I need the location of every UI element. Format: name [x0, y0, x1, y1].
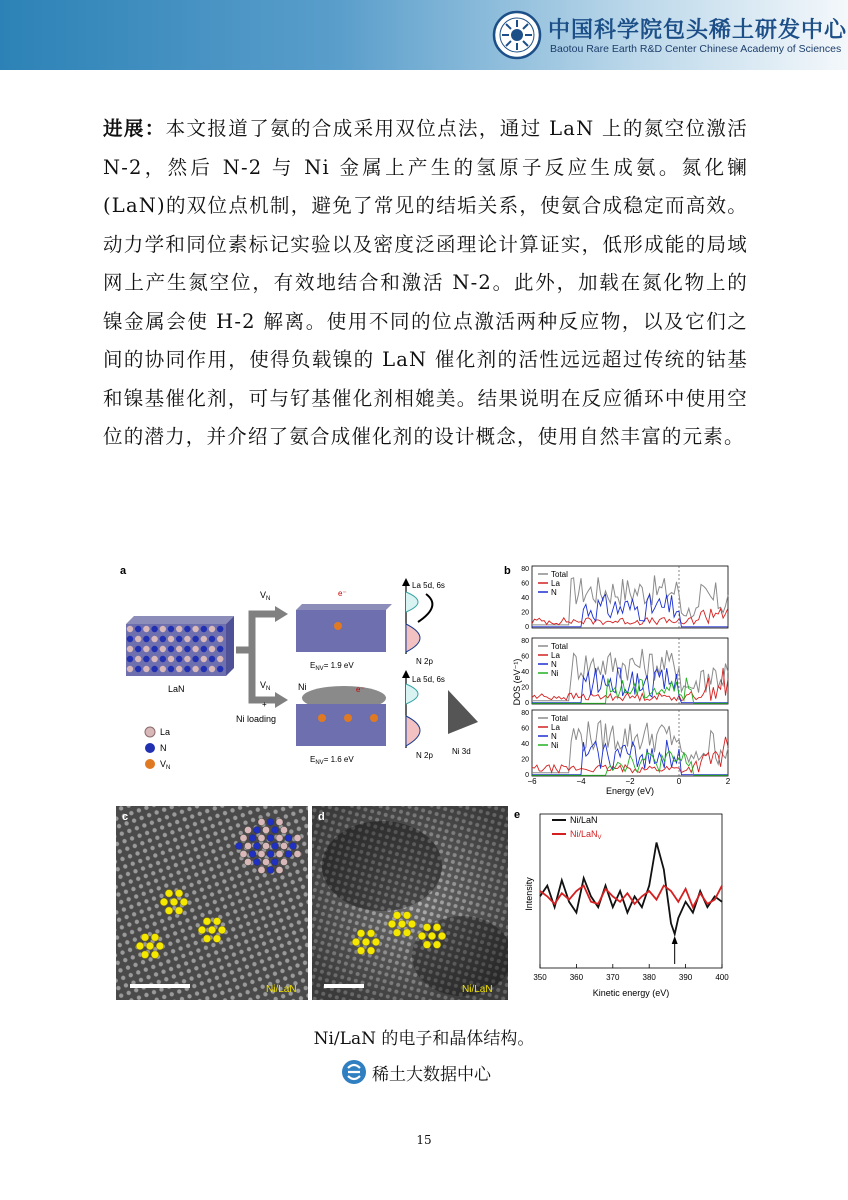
atom — [192, 636, 198, 642]
atom — [143, 636, 149, 642]
ni-atom — [156, 942, 164, 950]
atom — [151, 646, 157, 652]
ni-atom — [141, 951, 149, 959]
x-tick-label: 380 — [642, 973, 656, 982]
dos-ytick: 80 — [521, 566, 529, 573]
ni-atom — [438, 932, 446, 940]
model-atom — [289, 842, 296, 849]
atom — [168, 626, 174, 632]
lead-label: 进展： — [103, 117, 166, 140]
dos-ytick: 60 — [521, 580, 529, 588]
atom — [135, 656, 141, 662]
dos-ytick: 60 — [521, 653, 529, 661]
dos-legend-label: N — [551, 588, 557, 597]
atom — [184, 646, 190, 652]
atom — [184, 666, 190, 672]
dos-legend-label: Total — [551, 570, 568, 579]
atom — [127, 626, 133, 632]
model-atom — [285, 834, 292, 841]
dos-series-total — [532, 649, 728, 701]
atom — [160, 656, 166, 662]
ni-atom — [180, 898, 188, 906]
ni-atom — [352, 938, 360, 946]
env-top: $E_{NV}= 1.9$ eV — [310, 661, 354, 672]
body-paragraph — [103, 110, 748, 457]
atom — [143, 646, 149, 652]
ni-atom — [388, 920, 396, 928]
model-atom — [258, 866, 265, 873]
ni-atom — [175, 907, 183, 915]
atom — [151, 626, 157, 632]
atom — [192, 666, 198, 672]
ni-atom — [403, 912, 411, 920]
band-diagram-top — [402, 578, 445, 666]
ni-atom — [198, 926, 206, 934]
ni-atom — [423, 941, 431, 949]
model-atom — [262, 826, 269, 833]
org-name-cn: 中国科学院包头稀土研发中心 — [548, 18, 848, 43]
x-tick-label: 390 — [678, 973, 693, 982]
model-atom — [267, 866, 274, 873]
model-atom — [267, 850, 274, 857]
ni-atom — [362, 938, 370, 946]
ni-atom — [160, 898, 168, 906]
model-atom — [276, 834, 283, 841]
dos-legend-label: Ni — [551, 669, 559, 678]
model-atom — [262, 842, 269, 849]
atom — [201, 666, 207, 672]
vn-top-label: $V_N$ — [260, 590, 271, 602]
ni-atom — [428, 932, 436, 940]
dos-legend-label: La — [551, 579, 560, 588]
vacancy-slab-bottom — [296, 682, 386, 746]
panel-a-label: a — [120, 565, 127, 577]
la5d-top: La 5d, 6s — [412, 581, 445, 590]
atom — [209, 666, 215, 672]
model-atom — [280, 842, 287, 849]
x-tick-label: 400 — [715, 973, 729, 982]
ni-atom — [408, 920, 416, 928]
legend-ni-lanv: Ni/LaN$_V$ — [570, 829, 602, 841]
electron-label-bottom: e⁻ — [356, 685, 365, 694]
atom — [201, 626, 207, 632]
cas-seal-icon — [492, 10, 542, 60]
atom — [127, 666, 133, 672]
legend-ni-lan: Ni/LaN — [570, 815, 598, 825]
atom — [184, 636, 190, 642]
atom — [176, 646, 182, 652]
model-atom — [276, 818, 283, 825]
panel-d-label: d — [318, 811, 325, 823]
model-atom — [244, 858, 251, 865]
atom — [217, 656, 223, 662]
atom — [201, 656, 207, 662]
page-header — [0, 0, 848, 70]
dos-ytick: 20 — [521, 609, 529, 617]
atom — [217, 666, 223, 672]
svg-text:N: N — [160, 743, 167, 753]
scale-bar — [130, 984, 190, 988]
model-atom — [244, 842, 251, 849]
atom — [192, 656, 198, 662]
dos-legend-label: N — [551, 732, 557, 741]
ni-atom — [218, 926, 226, 934]
figure-panel-c — [116, 806, 308, 1000]
x-tick-label: 370 — [606, 973, 620, 982]
ni-atom — [403, 929, 411, 937]
atom — [192, 626, 198, 632]
model-atom — [258, 850, 265, 857]
model-atom — [276, 850, 283, 857]
atom — [160, 646, 166, 652]
ni-atom — [433, 924, 441, 932]
dos-xtick: 0 — [676, 777, 682, 786]
dos-ytick: 80 — [521, 710, 529, 717]
atom — [184, 656, 190, 662]
panel-c-tag: Ni/LaN — [266, 984, 297, 995]
model-atom — [280, 858, 287, 865]
lan-label: LaN — [168, 684, 185, 694]
model-atom — [267, 834, 274, 841]
model-atom — [249, 850, 256, 857]
dos-ytick: 0 — [525, 772, 529, 779]
figure-caption: Ni/LaN 的电子和晶体结构。 — [313, 1029, 535, 1049]
model-atom — [253, 858, 260, 865]
atom — [217, 636, 223, 642]
ni-atom — [141, 934, 149, 942]
dos-ytick: 20 — [521, 756, 529, 764]
dos-xtick: −6 — [527, 777, 537, 786]
model-atom — [271, 858, 278, 865]
dos-ytick: 80 — [521, 638, 529, 645]
atom — [176, 636, 182, 642]
atom — [217, 626, 223, 632]
series-line-0 — [540, 843, 722, 935]
atom — [135, 646, 141, 652]
model-atom — [235, 842, 242, 849]
atom — [209, 646, 215, 652]
panel-d-tag: Ni/LaN — [462, 984, 493, 995]
ni-atom — [146, 942, 154, 950]
model-atom — [240, 850, 247, 857]
dos-legend-label: Total — [551, 642, 568, 651]
atom — [160, 666, 166, 672]
footer-logo — [340, 1058, 520, 1088]
ni3d-label: Ni 3d — [452, 747, 471, 756]
dos-ytick: 20 — [521, 684, 529, 692]
ni-label: Ni — [298, 682, 307, 692]
ni-atom — [423, 924, 431, 932]
atom — [192, 646, 198, 652]
n2p-top: N 2p — [416, 657, 433, 666]
n2p-bottom: N 2p — [416, 751, 433, 760]
body-text: 本文报道了氨的合成采用双位点法，通过 LaN 上的氮空位激活 N-2，然后 N-2 与 Ni 金属上产生的氢原子反应生成氨。氮化镧(LaN)的双位点机制，避免了常见的结垢关系，使氨合成稳定而高效。动力学和同位素标记实验以及密度泛函理论计算证实，低形成能的局域网上产生氮空位，有效地结合和激活 N-2。此外，加载在氮化物上的镍金属会使 H-2 解离。使用不同的位点激活两种反应物，以及它们之间的协同作用，使得负载镍的 LaN 催化剂的活性远远超过传统的钴基和镍基催化剂，可与钌基催化剂相媲美。结果说明在反应循环中使用空位的潜力，并介绍了氨合成催化剂的设计概念，使用自然丰富的元素。 — [103, 117, 748, 448]
atom — [176, 656, 182, 662]
atom — [168, 636, 174, 642]
model-atom — [258, 834, 265, 841]
atom — [160, 636, 166, 642]
atom — [168, 666, 174, 672]
arrow-up-icon — [275, 606, 288, 622]
atom — [168, 646, 174, 652]
model-atom — [294, 850, 301, 857]
atom — [151, 666, 157, 672]
atom — [143, 626, 149, 632]
model-atom — [244, 826, 251, 833]
dos-series-total — [532, 575, 728, 625]
atom — [135, 666, 141, 672]
figure-panel-d — [312, 806, 508, 1000]
band-diagram-bottom — [402, 670, 478, 760]
dos-ytick: 40 — [521, 669, 529, 676]
atom — [135, 626, 141, 632]
ni-atom — [372, 938, 380, 946]
la5d-bottom: La 5d, 6s — [412, 675, 445, 684]
ni-atom — [433, 941, 441, 949]
dos-ytick: 40 — [521, 595, 529, 602]
model-atom — [240, 834, 247, 841]
atom — [127, 656, 133, 662]
dos-xlabel: Energy (eV) — [605, 786, 655, 796]
intensity-ylabel: Intensity — [524, 877, 534, 911]
page-number: 15 — [416, 1133, 432, 1147]
model-atom — [285, 850, 292, 857]
dos-ytick: 60 — [521, 725, 529, 733]
dos-legend-label: Ni — [551, 741, 559, 750]
dos-xtick: 2 — [725, 777, 731, 786]
atom — [201, 646, 207, 652]
model-atom — [271, 842, 278, 849]
dos-ytick: 0 — [525, 624, 529, 631]
x-tick-label: 350 — [533, 973, 547, 982]
ni-atom — [393, 912, 401, 920]
ni-atom — [151, 934, 159, 942]
org-logo — [492, 10, 848, 62]
ni-atom — [175, 890, 183, 898]
ni-atom — [165, 907, 173, 915]
atom — [209, 626, 215, 632]
model-atom — [253, 842, 260, 849]
model-atom — [271, 826, 278, 833]
svg-text:La: La — [160, 727, 171, 737]
ni-atom — [136, 942, 144, 950]
model-atom — [258, 818, 265, 825]
dos-ytick: 40 — [521, 741, 529, 748]
model-atom — [267, 818, 274, 825]
kinetic-xlabel: Kinetic energy (eV) — [592, 988, 670, 998]
ni-atom — [165, 890, 173, 898]
ni-atom — [418, 932, 426, 940]
ni-atom — [213, 918, 221, 926]
vn-bottom-label: $V_N$ — [260, 680, 271, 692]
atom — [151, 636, 157, 642]
arrow-down-icon — [275, 692, 288, 708]
model-atom — [280, 826, 287, 833]
atom — [209, 636, 215, 642]
panel-c-label: c — [122, 811, 129, 823]
atom — [217, 646, 223, 652]
dos-legend-label: La — [551, 723, 560, 732]
atom — [151, 656, 157, 662]
plus-sign: + — [262, 700, 267, 709]
ni-loading-label: Ni loading — [236, 714, 277, 724]
atom-legend — [145, 727, 170, 771]
model-atom — [249, 834, 256, 841]
atom — [184, 626, 190, 632]
panel-e-label: e — [514, 809, 521, 821]
figure-panel-b — [502, 562, 736, 800]
model-atom — [276, 866, 283, 873]
electron-label-top: e⁻ — [338, 589, 347, 598]
dos-ylabel: DOS (eV⁻¹) — [512, 658, 522, 706]
data-center-logo-icon — [340, 1058, 368, 1086]
env-bottom: $E_{NV}= 1.6$ eV — [310, 755, 354, 766]
dos-legend-label: La — [551, 651, 560, 660]
org-name-en: Baotou Rare Earth R&D Center Chinese Academy of Sciences — [550, 43, 842, 55]
ni-atom — [151, 951, 159, 959]
atom — [143, 666, 149, 672]
ni-atom — [367, 930, 375, 938]
plot-frame — [540, 814, 722, 968]
arrow-head-icon — [672, 936, 678, 944]
ni-atom — [398, 920, 406, 928]
atom — [176, 626, 182, 632]
atom — [168, 656, 174, 662]
dos-legend-label: Total — [551, 714, 568, 723]
dos-legend-label: N — [551, 660, 557, 669]
atom — [143, 656, 149, 662]
ni-atom — [203, 918, 211, 926]
scale-bar — [324, 984, 364, 988]
model-atom — [253, 826, 260, 833]
ni-atom — [357, 947, 365, 955]
atom — [160, 626, 166, 632]
dos-xtick: −2 — [625, 777, 635, 786]
ni-atom — [203, 935, 211, 943]
vacancy-slab-top — [296, 589, 392, 652]
atom — [127, 636, 133, 642]
ni-atom — [208, 926, 216, 934]
ni-atom — [393, 929, 401, 937]
ni-atom — [367, 947, 375, 955]
dos-ytick: 0 — [525, 700, 529, 707]
model-atom — [262, 858, 269, 865]
atom — [135, 636, 141, 642]
ni-atom — [213, 935, 221, 943]
figure-panel-e — [510, 806, 740, 1002]
x-tick-label: 360 — [569, 973, 584, 982]
atom — [209, 656, 215, 662]
atom — [176, 666, 182, 672]
atom — [201, 636, 207, 642]
panel-b-label: b — [504, 565, 511, 577]
figure-panel-a — [112, 562, 502, 800]
footer-logo-text: 稀土大数据中心 — [372, 1065, 491, 1085]
model-atom — [294, 834, 301, 841]
ni-atom — [357, 930, 365, 938]
dos-xtick: −4 — [576, 777, 586, 786]
atom — [127, 646, 133, 652]
vn-legend: $V_N$ — [160, 759, 171, 771]
ni-atom — [170, 898, 178, 906]
